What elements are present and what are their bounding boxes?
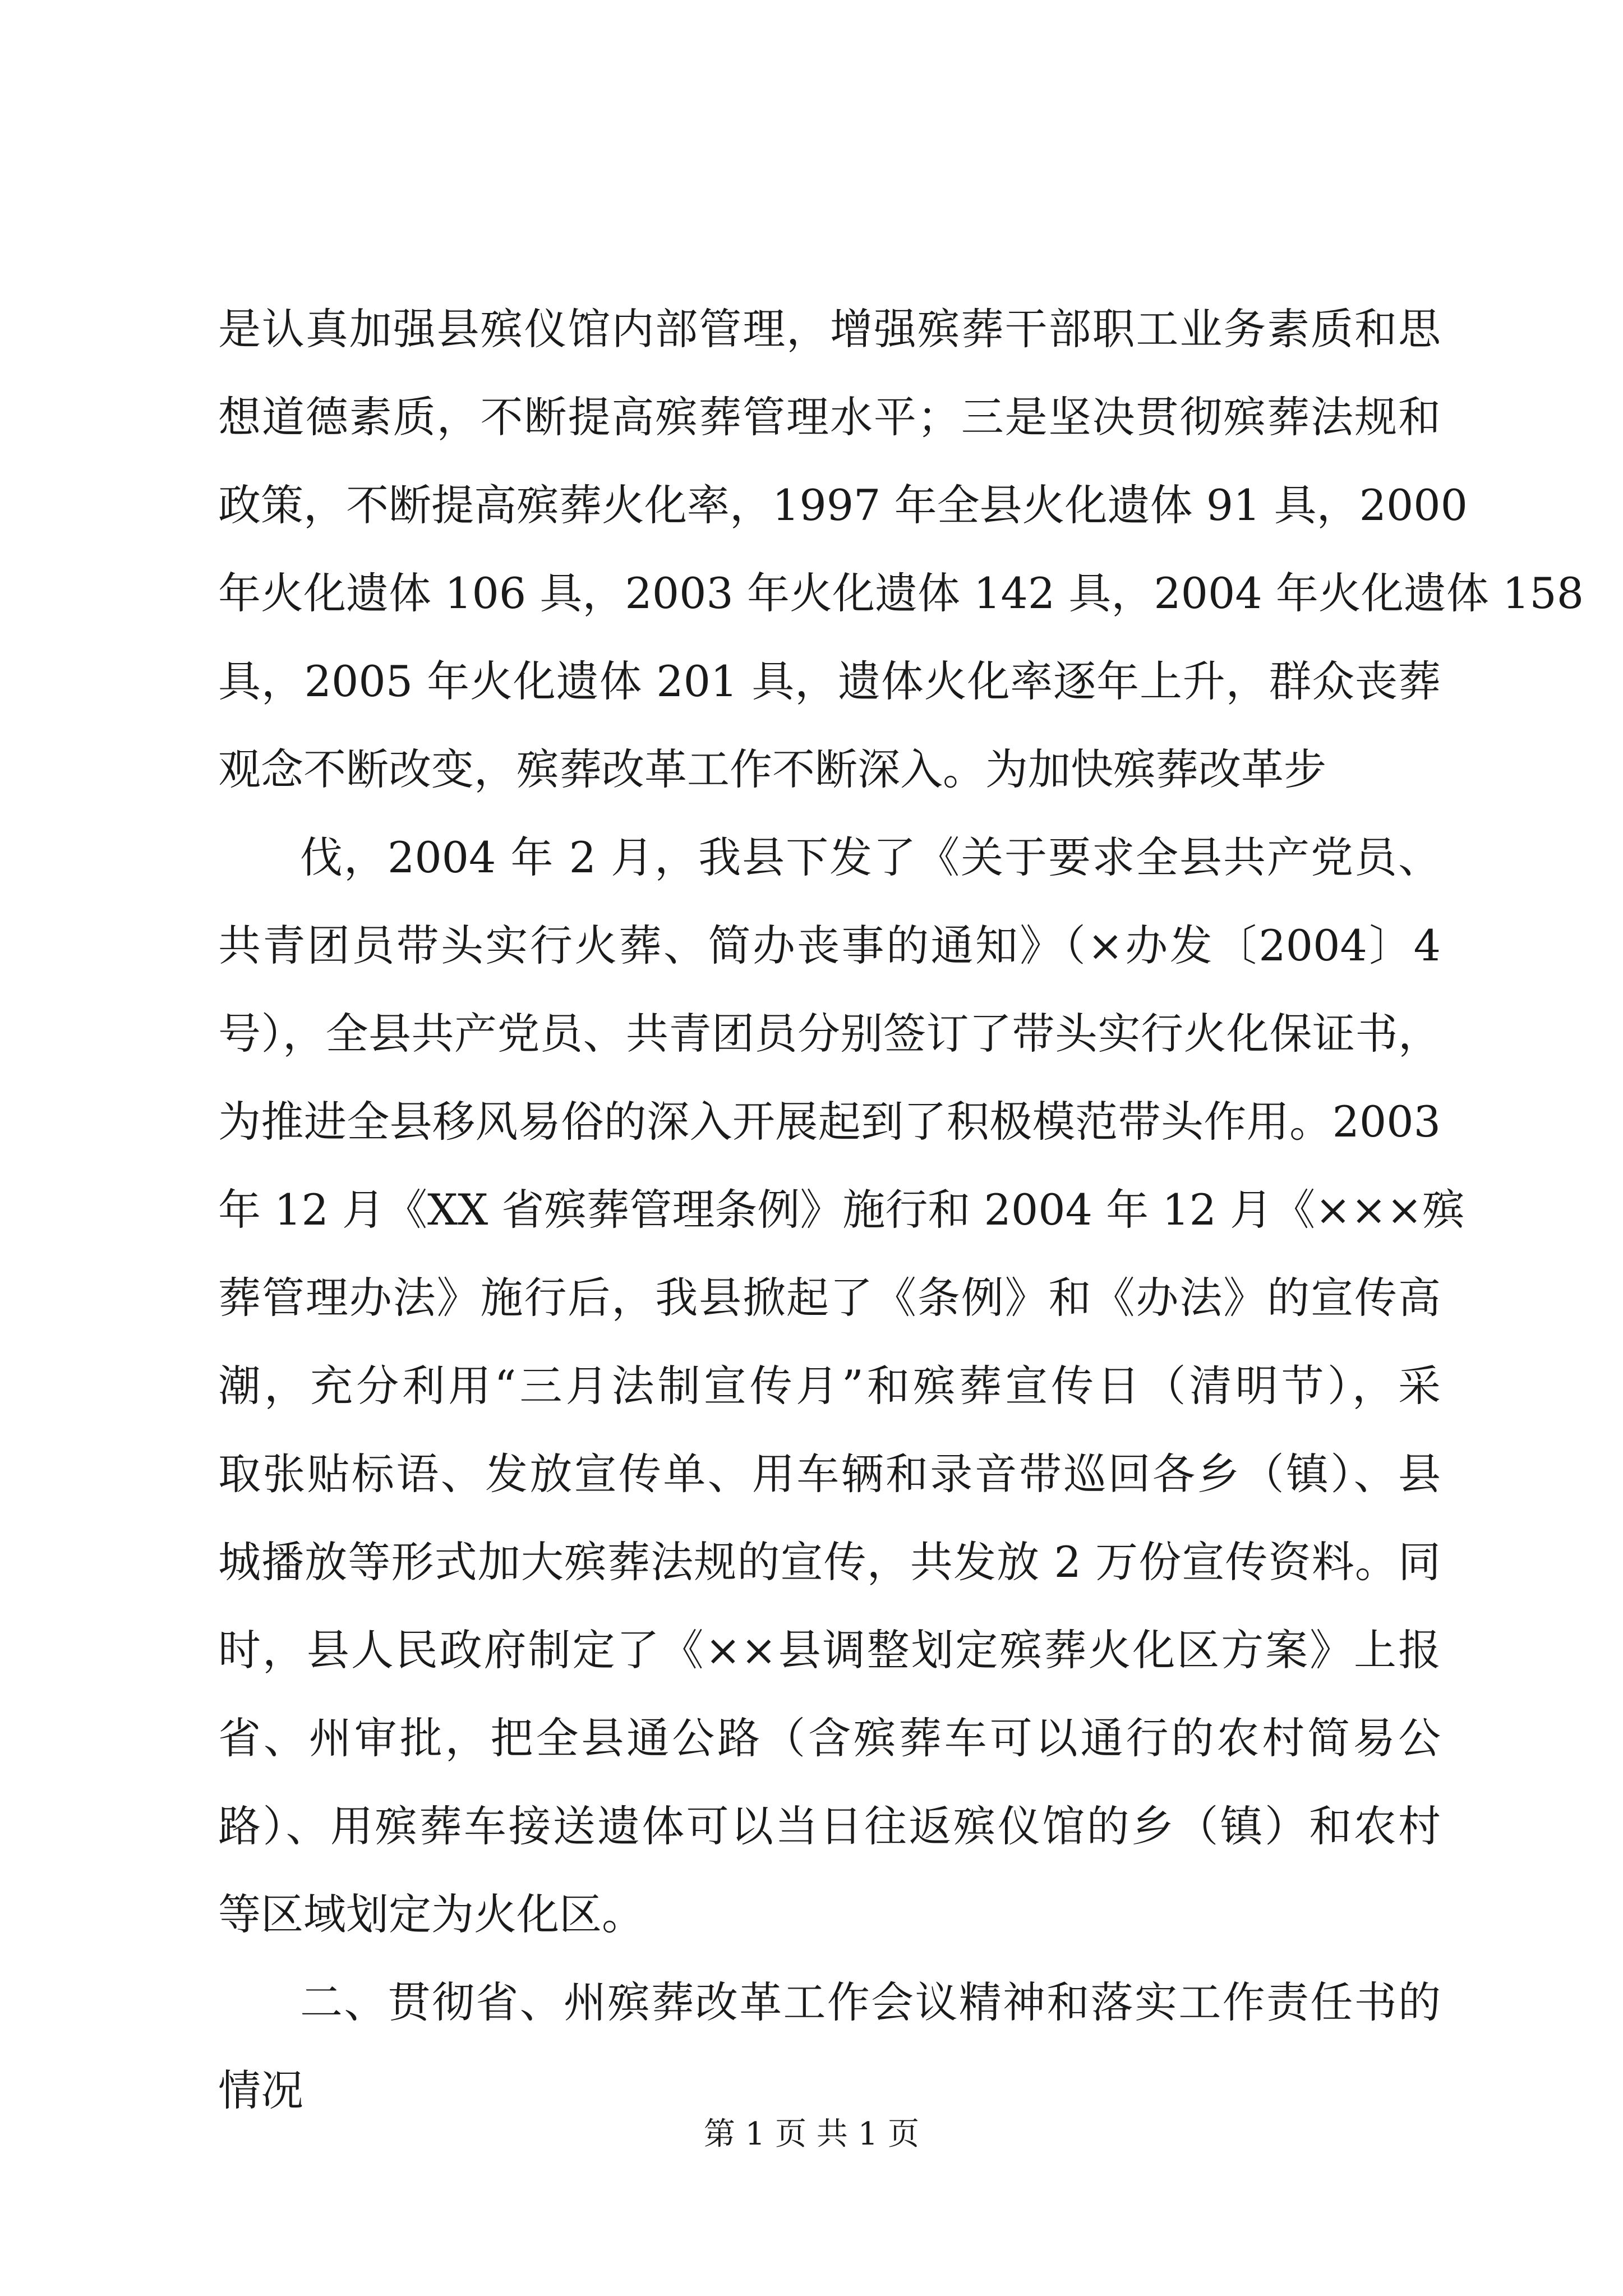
- text-line: 观念不断改变，殡葬改革工作不断深入。为加快殡葬改革步: [218, 744, 1326, 794]
- text-line: 具，2005 年火化遗体 201 具，遗体火化率逐年上升，群众丧葬: [218, 656, 1441, 706]
- text-line: 葬管理办法》施行后，我县掀起了《条例》和《办法》的宣传高: [218, 1273, 1441, 1323]
- text-line: 为推进全县移风易俗的深入开展起到了积极模范带头作用。2003: [218, 1097, 1441, 1147]
- text-line: 想道德素质，不断提高殡葬管理水平；三是坚决贯彻殡葬法规和: [218, 392, 1441, 442]
- text-line: 省、州审批，把全县通公路（含殡葬车可以通行的农村简易公: [218, 1713, 1441, 1763]
- text-line: 取张贴标语、发放宣传单、用车辆和录音带巡回各乡（镇）、县: [218, 1449, 1441, 1499]
- text-line: 等区域划定为火化区。: [218, 1889, 644, 1939]
- text-line: 时，县人民政府制定了《××县调整划定殡葬火化区方案》上报: [218, 1625, 1441, 1675]
- text-line: 号），全县共产党员、共青团员分别签订了带头实行火化保证书，: [218, 1009, 1441, 1059]
- section-heading-continued: 情况: [218, 2065, 303, 2115]
- text-line: 政策，不断提高殡葬火化率，1997 年全县火化遗体 91 具，2000: [218, 480, 1468, 530]
- page-footer: 第 1 页 共 1 页: [703, 2116, 920, 2152]
- section-heading: 二、贯彻省、州殡葬改革工作会议精神和落实工作责任书的: [300, 1977, 1441, 2027]
- text-line: 年 12 月《XX 省殡葬管理条例》施行和 2004 年 12 月《×××殡: [218, 1185, 1465, 1235]
- text-line: 是认真加强县殡仪馆内部管理，增强殡葬干部职工业务素质和思: [218, 304, 1441, 354]
- text-line: 年火化遗体 106 具，2003 年火化遗体 142 具，2004 年火化遗体 158: [218, 568, 1584, 618]
- paragraph-first-line: 伐，2004 年 2 月，我县下发了《关于要求全县共产党员、: [300, 832, 1441, 882]
- text-line: 路）、用殡葬车接送遗体可以当日往返殡仪馆的乡（镇）和农村: [218, 1801, 1441, 1851]
- text-line: 共青团员带头实行火葬、简办丧事的通知》（×办发〔2004〕4: [218, 921, 1441, 970]
- text-line: 潮，充分利用“三月法制宣传月”和殡葬宣传日（清明节），采: [218, 1361, 1441, 1411]
- text-line: 城播放等形式加大殡葬法规的宣传，共发放 2 万份宣传资料。同: [218, 1537, 1441, 1587]
